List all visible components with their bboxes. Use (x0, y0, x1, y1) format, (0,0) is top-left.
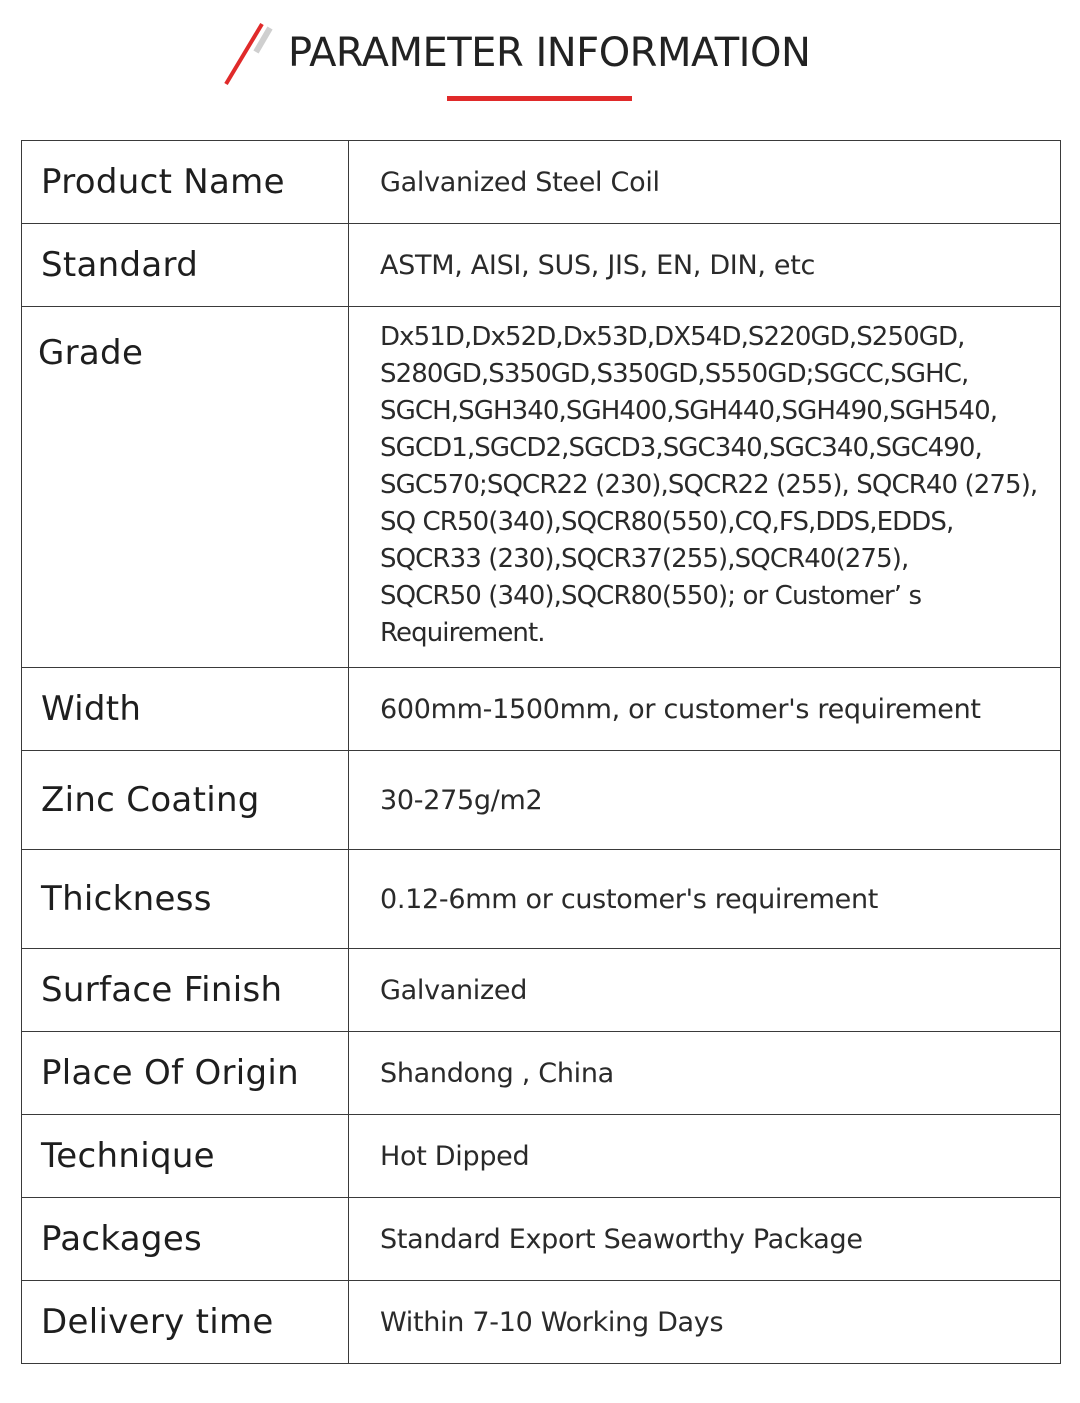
row-value: 30-275g/m2 (349, 751, 1061, 850)
row-value: ASTM, AISI, SUS, JIS, EN, DIN, etc (349, 224, 1061, 307)
row-label: Product Name (22, 141, 349, 224)
table-row-delivery-time (22, 1281, 1061, 1364)
page-title: PARAMETER INFORMATION (288, 30, 811, 76)
row-label: Packages (22, 1198, 349, 1281)
grade-line: SQ CR50(340),SQCR80(550),CQ,FS,DDS,EDDS, (380, 507, 954, 537)
grade-line: S280GD,S350GD,S350GD,S550GD;SGCC,SGHC, (380, 359, 969, 389)
row-label: Technique (22, 1115, 349, 1198)
row-value: Standard Export Seaworthy Package (349, 1198, 1061, 1281)
row-label: Surface Finish (22, 949, 349, 1032)
row-label: Delivery time (22, 1281, 349, 1364)
row-value: Galvanized (349, 949, 1061, 1032)
table-row-width (22, 668, 1061, 751)
slash-decoration-icon (218, 18, 274, 90)
row-value: Hot Dipped (349, 1115, 1061, 1198)
row-value: Within 7-10 Working Days (349, 1281, 1061, 1364)
title-underline (447, 96, 632, 101)
table-row-packages (22, 1198, 1061, 1281)
grade-line: SGCH,SGH340,SGH400,SGH440,SGH490,SGH540, (380, 396, 998, 426)
table-row-thickness (22, 850, 1061, 949)
row-value-grade (349, 307, 1061, 668)
grade-line: SQCR50 (340),SQCR80(550); or Customer’ s (380, 581, 922, 611)
table-row-product-name (22, 141, 1061, 224)
row-value: Galvanized Steel Coil (349, 141, 1061, 224)
row-label: Grade (22, 307, 349, 668)
grade-line: Dx51D,Dx52D,Dx53D,DX54D,S220GD,S250GD, (380, 322, 965, 352)
table-row-zinc-coating (22, 751, 1061, 850)
table-row-standard (22, 224, 1061, 307)
row-value: Shandong , China (349, 1032, 1061, 1115)
table-row-grade (22, 307, 1061, 668)
table-row-technique (22, 1115, 1061, 1198)
row-label: Thickness (22, 850, 349, 949)
row-label: Zinc Coating (22, 751, 349, 850)
table-row-surface-finish (22, 949, 1061, 1032)
row-value: 0.12-6mm or customer's requirement (349, 850, 1061, 949)
row-label: Standard (22, 224, 349, 307)
row-value: 600mm-1500mm, or customer's requirement (349, 668, 1061, 751)
grade-line: SQCR33 (230),SQCR37(255),SQCR40(275), (380, 544, 909, 574)
parameter-table (21, 140, 1061, 1364)
row-label: Width (22, 668, 349, 751)
grade-line: SGCD1,SGCD2,SGCD3,SGC340,SGC340,SGC490, (380, 433, 982, 463)
row-label: Place Of Origin (22, 1032, 349, 1115)
table-row-place-of-origin (22, 1032, 1061, 1115)
grade-line: SGC570;SQCR22 (230),SQCR22 (255), SQCR40 (275), (380, 470, 1038, 500)
section-header (0, 0, 1080, 140)
grade-line: Requirement. (380, 618, 545, 648)
